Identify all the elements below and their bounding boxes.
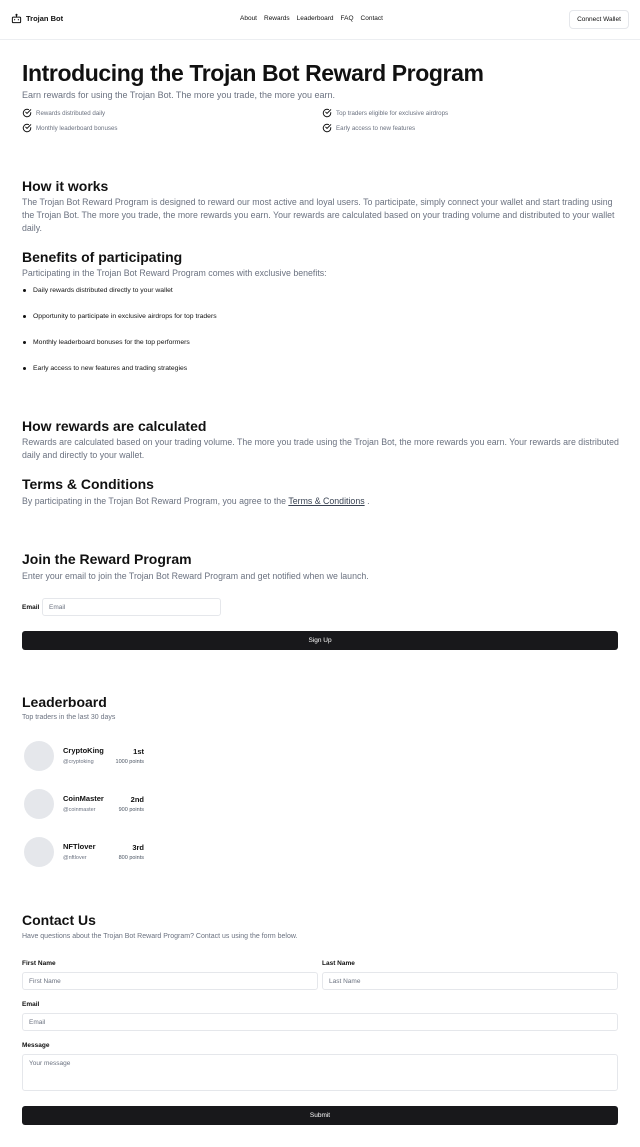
- nav-rewards[interactable]: Rewards: [264, 15, 290, 22]
- benefits-heading: Benefits of participating: [22, 249, 183, 265]
- feature-item: [322, 123, 415, 133]
- trader-rank: 1st: [133, 747, 144, 756]
- terms-link[interactable]: Terms & Conditions: [288, 496, 365, 506]
- message-label: Message: [22, 1042, 50, 1049]
- calculation-heading: How rewards are calculated: [22, 418, 207, 434]
- trader-name: NFTlover: [63, 842, 96, 851]
- first-name-input[interactable]: [22, 972, 318, 990]
- check-circle-icon: [322, 108, 332, 118]
- feature-item: [22, 123, 118, 133]
- feature-item: [322, 108, 448, 118]
- connect-wallet-button[interactable]: Connect Wallet: [569, 10, 629, 29]
- join-heading: Join the Reward Program: [22, 551, 192, 567]
- terms-text-before: By participating in the Trojan Bot Reward Program, you agree to the: [22, 496, 289, 506]
- benefits-intro: Participating in the Trojan Bot Reward Program comes with exclusive benefits:: [22, 268, 327, 278]
- avatar: [24, 741, 54, 771]
- trader-handle: @nftlover: [63, 855, 87, 861]
- bot-icon: [11, 13, 22, 24]
- nav-contact[interactable]: Contact: [360, 15, 383, 22]
- trader-handle: @cryptoking: [63, 759, 94, 765]
- join-text: Enter your email to join the Trojan Bot Reward Program and get notified when we launch.: [22, 571, 369, 581]
- feature-item: [22, 108, 105, 118]
- check-circle-icon: [22, 108, 32, 118]
- top-nav-bar: [0, 0, 640, 40]
- feature-label: Top traders eligible for exclusive airdrops: [336, 109, 449, 117]
- check-circle-icon: [322, 123, 332, 133]
- trader-rank: 2nd: [130, 795, 144, 804]
- feature-label: Early access to new features: [336, 124, 416, 132]
- hero-subtitle: Earn rewards for using the Trojan Bot. The more you trade, the more you earn.: [22, 90, 335, 100]
- contact-email-label: Email: [22, 1001, 40, 1008]
- leaderboard-heading: Leaderboard: [22, 694, 107, 710]
- leaderboard-entry: [24, 789, 154, 819]
- page-title: Introducing the Trojan Bot Reward Program: [22, 60, 484, 86]
- last-name-label: Last Name: [322, 960, 355, 967]
- how-it-works-text: The Trojan Bot Reward Program is designed to reward our most active and loyal users. To participate, simply connect your wallet and start trading using the Trojan Bot. The more you trade, the more rewards you earn. Your rewards are calculated based on your trading volume and distributed to your wallet daily.: [22, 197, 615, 233]
- avatar: [24, 789, 54, 819]
- list-item: Daily rewards distributed directly to your wallet: [22, 282, 217, 308]
- leaderboard-subtitle: Top traders in the last 30 days: [22, 714, 116, 721]
- how-it-works-heading: How it works: [22, 178, 109, 194]
- trader-handle: @coinmaster: [63, 807, 96, 813]
- avatar: [24, 837, 54, 867]
- contact-heading: Contact Us: [22, 912, 96, 928]
- trader-name: CryptoKing: [63, 746, 104, 755]
- join-email-label: Email: [22, 604, 40, 611]
- calculation-text: Rewards are calculated based on your trading volume. The more you trade using the Trojan Bot, the more rewards you earn. Your rewards are distributed daily and directly to your wallet.: [22, 437, 619, 460]
- leaderboard-entry: [24, 741, 154, 771]
- terms-text: [22, 495, 620, 508]
- submit-button[interactable]: Submit: [22, 1106, 618, 1125]
- benefits-list: [22, 282, 217, 386]
- join-email-input[interactable]: [42, 598, 221, 616]
- contact-text: Have questions about the Trojan Bot Reward Program? Contact us using the form below.: [22, 933, 298, 940]
- brand-name: Trojan Bot: [26, 14, 64, 23]
- trader-points: 1000 points: [115, 759, 144, 765]
- sign-up-button[interactable]: Sign Up: [22, 631, 618, 650]
- list-item: Early access to new features and trading strategies: [22, 360, 217, 386]
- trader-points: 800 points: [118, 855, 144, 861]
- trader-rank: 3rd: [132, 843, 144, 852]
- main-nav: [240, 15, 383, 22]
- terms-text-after: .: [364, 496, 370, 506]
- brand-logo[interactable]: [11, 13, 63, 24]
- contact-email-input[interactable]: [22, 1013, 618, 1031]
- list-item: Opportunity to participate in exclusive airdrops for top traders: [22, 308, 217, 334]
- last-name-input[interactable]: [322, 972, 618, 990]
- nav-about[interactable]: About: [240, 15, 257, 22]
- terms-heading: Terms & Conditions: [22, 476, 154, 492]
- nav-leaderboard[interactable]: Leaderboard: [296, 15, 334, 22]
- message-textarea[interactable]: [22, 1054, 618, 1091]
- trader-points: 900 points: [118, 807, 144, 813]
- check-circle-icon: [22, 123, 32, 133]
- leaderboard-entry: [24, 837, 154, 867]
- feature-label: Monthly leaderboard bonuses: [36, 124, 118, 132]
- first-name-label: First Name: [22, 960, 56, 967]
- trader-name: CoinMaster: [63, 794, 104, 803]
- list-item: Monthly leaderboard bonuses for the top performers: [22, 334, 217, 360]
- nav-faq[interactable]: FAQ: [340, 15, 354, 22]
- feature-label: Rewards distributed daily: [36, 109, 106, 117]
